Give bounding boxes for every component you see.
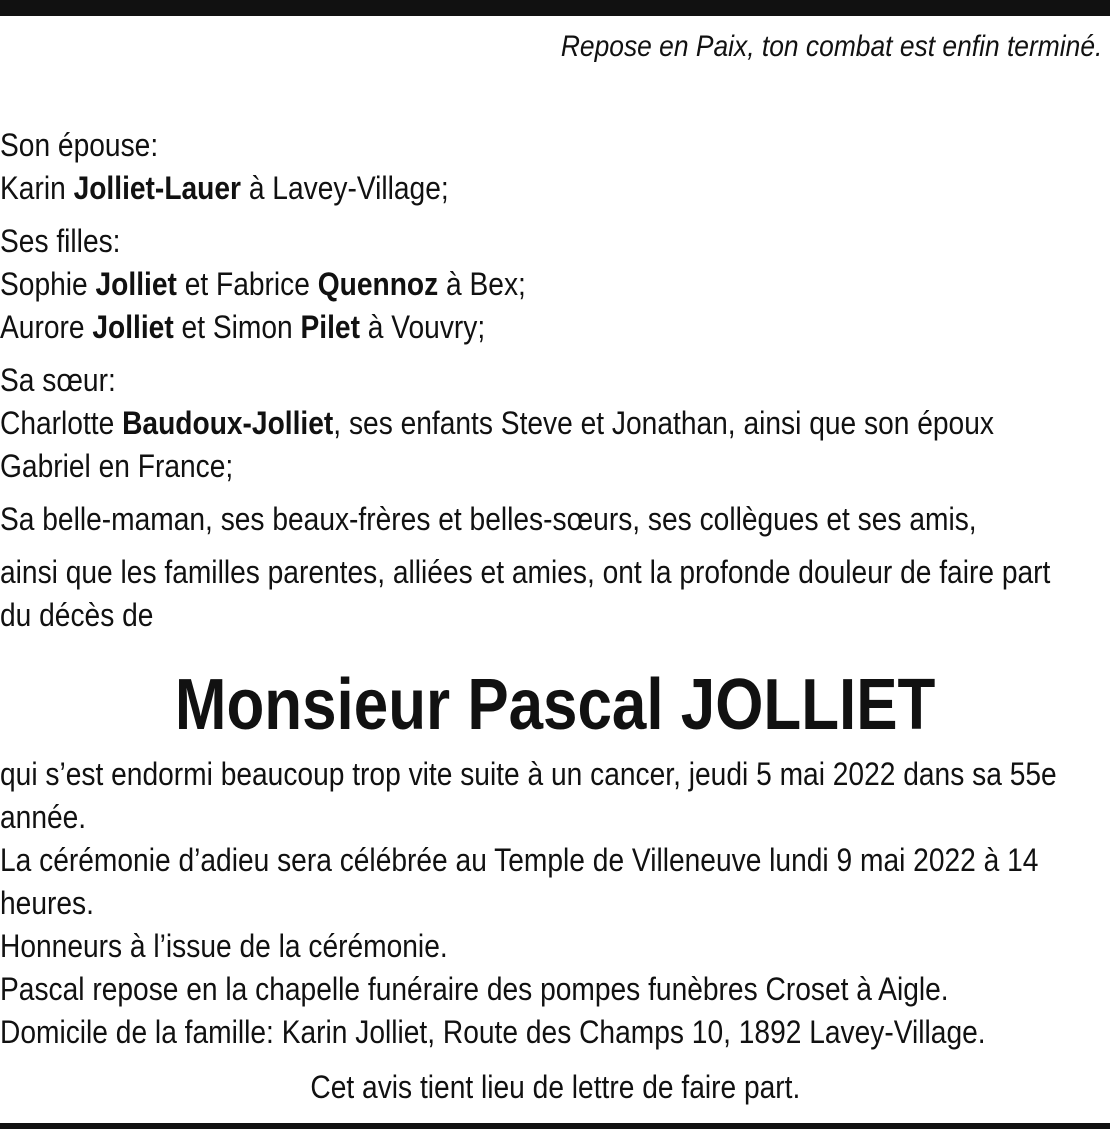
daughter2-surname: Jolliet: [92, 309, 174, 345]
bottom-rule: [0, 1123, 1110, 1129]
partner2-surname: Pilet: [300, 309, 360, 345]
spouse-line: [0, 167, 1109, 210]
epitaph: Repose en Paix, ton combat est enfin terminé.: [560, 30, 1102, 63]
sister-line: [0, 402, 1047, 488]
daughter-line-2: [0, 306, 1109, 349]
sister-heading: Sa sœur:: [0, 362, 116, 398]
partner2-first: et Simon: [181, 309, 293, 345]
top-rule: [0, 0, 1110, 16]
sister-rest: , ses enfants Steve et Jonathan, ainsi que son époux Gabriel en France;: [0, 405, 994, 484]
daughter1-place: à Bex;: [446, 266, 526, 302]
family-list: [0, 124, 1109, 637]
daughter2-place: à Vouvry;: [367, 309, 486, 345]
daughter-line-1: [0, 263, 1109, 306]
spouse-first: Karin: [0, 170, 66, 206]
deceased-name: [0, 662, 1110, 748]
spouse-surname: Jolliet-Lauer: [73, 170, 241, 206]
sister-surname: Baudoux-Jolliet: [122, 405, 334, 441]
deceased-name-text: Monsieur Pascal JOLLIET: [174, 665, 936, 745]
detail-passing: qui s’est endormi beaucoup trop vite suite à un cancer, jeudi 5 mai 2022 dans sa 55e année.: [0, 756, 1057, 835]
details: [0, 753, 1109, 1054]
announcement: ainsi que les familles parentes, alliées et amies, ont la profonde douleur de faire part du décès de: [0, 554, 1051, 633]
detail-ceremony: La cérémonie d’adieu sera célébrée au Temple de Villeneuve lundi 9 mai 2022 à 14 heures.: [0, 842, 1039, 921]
detail-honours: Honneurs à l’issue de la cérémonie.: [0, 928, 448, 964]
partner1-surname: Quennoz: [317, 266, 439, 302]
daughter2-first: Aurore: [0, 309, 85, 345]
spouse-heading: Son épouse:: [0, 127, 159, 163]
family-line: Sa belle-maman, ses beaux-frères et belles-sœurs, ses collègues et ses amis,: [0, 501, 977, 537]
daughter1-surname: Jolliet: [95, 266, 177, 302]
detail-chapel: Pascal repose en la chapelle funéraire des pompes funèbres Croset à Aigle.: [0, 971, 949, 1007]
closing-note: [0, 1066, 1110, 1109]
detail-address: Domicile de la famille: Karin Jolliet, Route des Champs 10, 1892 Lavey-Village.: [0, 1014, 986, 1050]
spouse-place: à Lavey-Village;: [248, 170, 449, 206]
daughters-heading: Ses filles:: [0, 223, 121, 259]
daughter1-first: Sophie: [0, 266, 88, 302]
sister-first: Charlotte: [0, 405, 115, 441]
partner1-first: et Fabrice: [184, 266, 310, 302]
closing-text: Cet avis tient lieu de lettre de faire part.: [310, 1069, 800, 1105]
